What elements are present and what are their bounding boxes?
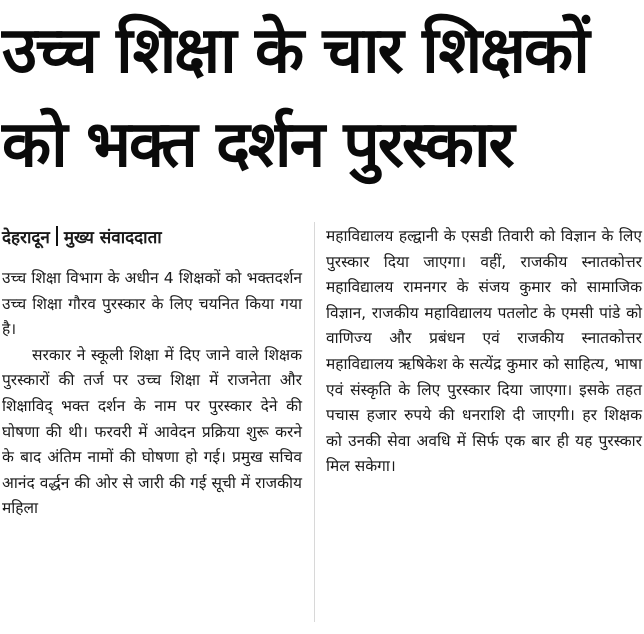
left-column: [2, 224, 302, 522]
article-paragraph-3: महाविद्यालय हल्द्वानी के एसडी तिवारी को विज्ञान के लिए पुरस्कार दिया जाएगा। वहीं, राजकीय स्नातकोत्तर महाविद्यालय रामनगर के संजय कुमार को सामाजिक विज्ञान, राजकीय महाविद्यालय पतलोट के एमसी पांडे को वाणिज्य और प्रबंधन एवं राजकीय स्नातकोत्तर महाविद्यालय ऋषिकेश के सत्येंद्र कुमार को साहित्य, भाषा एवं संस्कृति के लिए पुरस्कार दिया जाएगा। इसके तहत पचास हजार रुपये की धनराशि दी जाएगी। हर शिक्षक को उनकी सेवा अवधि में सिर्फ एक बार ही यह पुरस्कार मिल सकेगा।: [326, 227, 642, 476]
headline: [2, 4, 642, 192]
right-column: [326, 224, 642, 480]
article-paragraph-2: सरकार ने स्कूली शिक्षा में दिए जाने वाले शिक्षक पुरस्कारों की तर्ज पर उच्च शिक्षा में राजनेता और शिक्षाविद् भक्त दर्शन के नाम पर पुरस्कार देने की घोषणा की थी। फरवरी में आवेदन प्रक्रिया शुरू करने के बाद अंतिम नामों की घोषणा हो गई। प्रमुख सचिव आनंद वर्द्धन की ओर से जारी की गई सूची में राजकीय महिला: [2, 345, 302, 518]
headline-line-2: को भक्त दर्शन पुरस्कार: [2, 108, 513, 182]
column-divider: [314, 222, 315, 622]
article-paragraph-1: उच्च शिक्षा विभाग के अधीन 4 शिक्षकों को भक्तदर्शन उच्च शिक्षा गौरव पुरस्कार के लिए चयनित किया गया है।: [2, 269, 302, 339]
byline-place: देहरादून: [2, 228, 50, 248]
headline-line-1: उच्च शिक्षा के चार शिक्षकों: [2, 14, 588, 88]
byline-separator: [56, 226, 58, 246]
byline: [2, 224, 302, 252]
byline-author: मुख्य संवाददाता: [63, 228, 162, 248]
